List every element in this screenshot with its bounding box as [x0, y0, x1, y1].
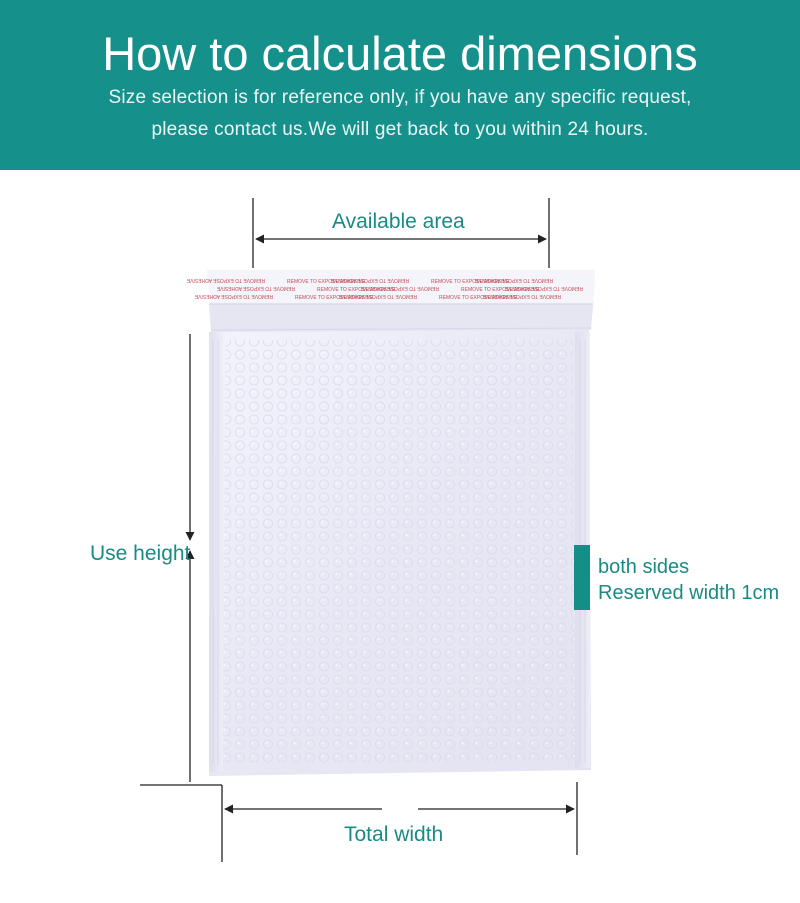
- adhesive-strip-text: REMOVE TO EXPOSE ADHESIVE: [295, 295, 374, 301]
- use-height-label: Use height: [90, 542, 191, 565]
- page-subtitle-line-1: Size selection is for reference only, if you have any specific request,: [108, 87, 692, 108]
- adhesive-strip-text: REMOVE TO EXPOSE ADHESIVE: [474, 277, 553, 283]
- adhesive-strip-text: REMOVE TO EXPOSE ADHESIVE: [317, 287, 396, 293]
- side-note-line-2: Reserved width 1cm: [598, 582, 780, 604]
- adhesive-strip-text: REMOVE TO EXPOSE ADHESIVE: [338, 293, 417, 299]
- adhesive-strip-text: REMOVE TO EXPOSE ADHESIVE: [482, 293, 561, 299]
- adhesive-strip-text: REMOVE TO EXPOSE ADHESIVE: [504, 285, 583, 291]
- page-title: How to calculate dimensions: [102, 27, 698, 80]
- adhesive-strip-text: REMOVE TO EXPOSE ADHESIVE: [287, 279, 366, 285]
- adhesive-strip-text: REMOVE TO EXPOSE ADHESIVE: [330, 277, 409, 283]
- adhesive-strip-text: REMOVE TO EXPOSE ADHESIVE: [439, 295, 518, 301]
- total-width-label: Total width: [344, 823, 444, 846]
- adhesive-strip-text: REMOVE TO EXPOSE ADHESIVE: [186, 277, 265, 283]
- side-marker-bar: [574, 545, 590, 610]
- adhesive-strip-text: REMOVE TO EXPOSE ADHESIVE: [216, 285, 295, 291]
- side-note-line-1: both sides: [598, 556, 690, 578]
- adhesive-strip-text: REMOVE TO EXPOSE ADHESIVE: [194, 293, 273, 299]
- available-area-label: Available area: [332, 210, 465, 233]
- adhesive-strip-text: REMOVE TO EXPOSE ADHESIVE: [431, 279, 510, 285]
- page-subtitle-line-2: please contact us.We will get back to you within 24 hours.: [151, 119, 649, 140]
- adhesive-strip-text: REMOVE TO EXPOSE ADHESIVE: [360, 285, 439, 291]
- adhesive-strip-text: REMOVE TO EXPOSE ADHESIVE: [461, 287, 540, 293]
